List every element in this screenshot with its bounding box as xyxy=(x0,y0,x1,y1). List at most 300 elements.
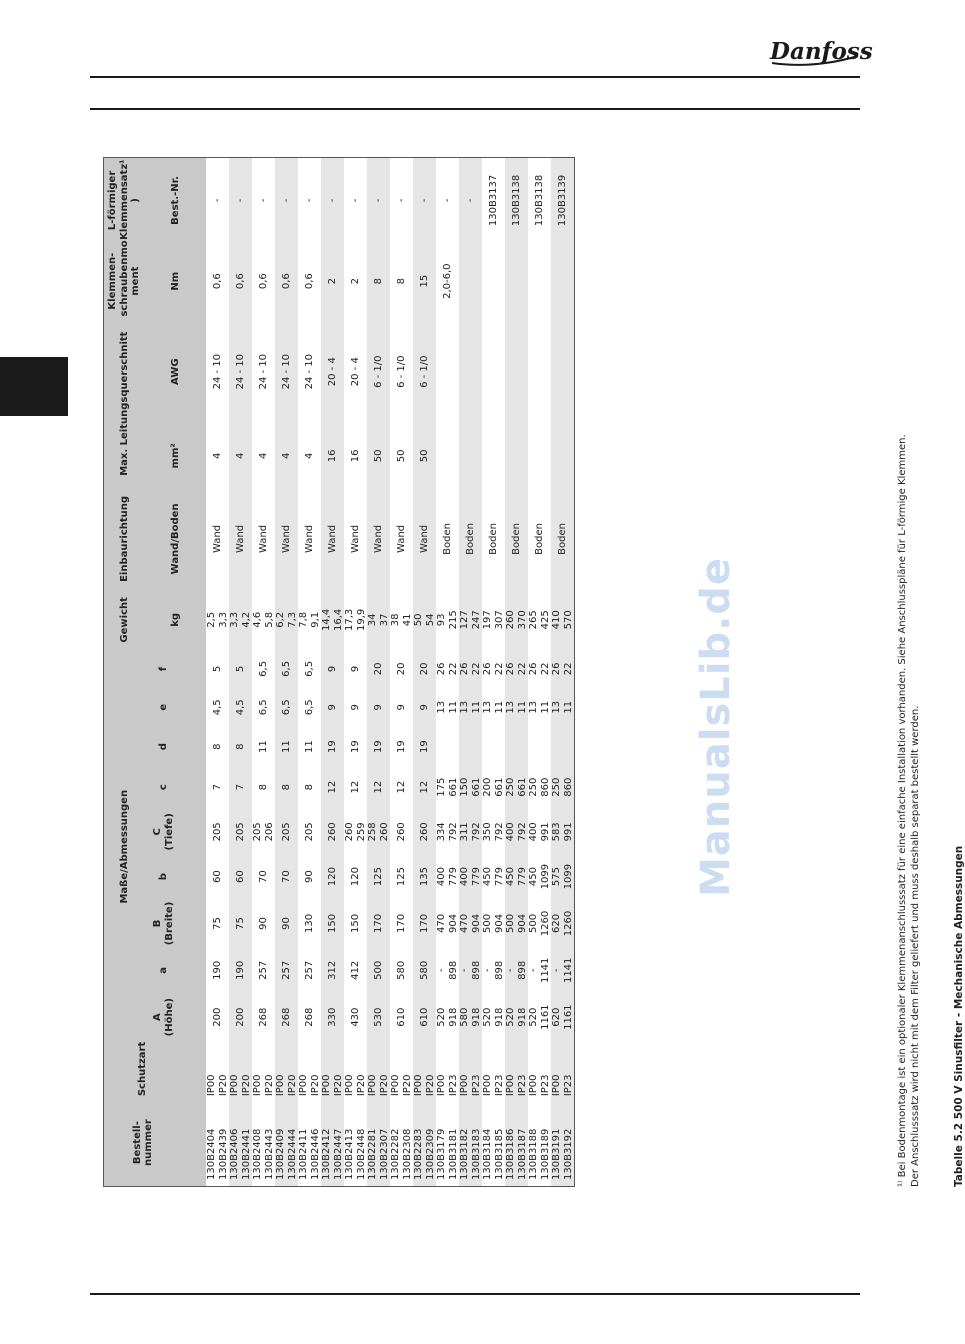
table-cell: 130B3186 xyxy=(505,1099,517,1186)
table-cell: 190 xyxy=(229,950,252,990)
table-cell: IP20 xyxy=(309,1074,321,1097)
table-cell: 500 xyxy=(528,913,539,933)
table-cell: 125 xyxy=(367,856,390,896)
table-cell: 1161 xyxy=(539,1004,551,1030)
table-cell: 6,2 xyxy=(275,590,287,650)
table-cell: 60 xyxy=(229,856,252,896)
table-cell: 500 xyxy=(505,897,517,950)
table-cell: 15 xyxy=(413,243,436,320)
table-cell: 130B2281 xyxy=(367,1099,379,1186)
table-cell: 22 xyxy=(447,662,459,676)
table-cell: 205 xyxy=(275,807,298,856)
table-cell: IP00 xyxy=(459,1044,471,1099)
footer-rule xyxy=(90,1293,860,1295)
table-cell: 205 xyxy=(229,807,252,856)
table-cell: 24 - 10 xyxy=(211,354,223,390)
table-row xyxy=(436,158,448,1187)
table-cell: 779 xyxy=(493,867,505,887)
table-cell: 307 xyxy=(493,610,505,630)
table-cell: 5 xyxy=(211,665,223,673)
table-cell: 779 xyxy=(447,867,459,887)
table-cell: 130B3179 xyxy=(436,1128,447,1180)
table-cell: IP20 xyxy=(287,1044,299,1099)
table-cell: 260 xyxy=(344,822,355,842)
table-cell: 130B2447 xyxy=(333,1099,345,1186)
table-cell: 130B2443 xyxy=(263,1128,275,1180)
table-cell: 610 xyxy=(395,1007,407,1027)
table-cell: 50 xyxy=(413,590,425,650)
table-cell: 26 xyxy=(505,650,517,688)
table-cell: 260 xyxy=(321,807,344,856)
table-cell: - xyxy=(436,968,447,973)
table-cell: 22 xyxy=(493,662,505,676)
table-cell: 661 xyxy=(517,767,529,807)
table-cell: 470 xyxy=(459,897,471,950)
table-cell: 130B2409 xyxy=(275,1099,287,1186)
table-cell: 11 xyxy=(563,688,575,726)
table-cell: 26 xyxy=(436,662,447,676)
table-cell: 197 xyxy=(482,610,493,630)
table-cell: 11 xyxy=(471,688,483,726)
table-cell xyxy=(505,424,528,488)
table-cell: 7 xyxy=(229,767,252,807)
table-cell: 1260 xyxy=(539,910,551,937)
table-cell xyxy=(482,243,505,320)
table-cell: 13 xyxy=(482,700,493,714)
table-cell xyxy=(528,243,551,320)
table-cell: 250 xyxy=(505,767,517,807)
col-header-dimensions: Maße/Abmessungen xyxy=(104,650,146,1044)
table-cell: 6 - 1/0 xyxy=(395,355,407,388)
table-cell: 570 xyxy=(563,590,575,650)
table-cell: IP23 xyxy=(563,1044,575,1099)
table-cell: 580 xyxy=(459,991,471,1044)
table-cell: IP00 xyxy=(367,1044,379,1099)
table-cell: Wand xyxy=(367,488,390,590)
table-cell: 130 xyxy=(303,913,315,933)
table-cell: Wand xyxy=(275,488,298,590)
logo-wordmark: Danfoss xyxy=(770,38,873,65)
table-cell: 792 xyxy=(517,807,529,856)
table-cell: 918 xyxy=(471,991,483,1044)
table-cell: 6 - 1/0 xyxy=(413,320,436,424)
table-cell: 6,5 xyxy=(257,699,269,716)
table-cell: - xyxy=(211,198,223,203)
table-cell: 8 xyxy=(257,783,269,791)
table-cell: 16,4 xyxy=(333,590,345,650)
table-cell: 2,0-6,0 xyxy=(441,263,453,299)
table-cell: 19 xyxy=(349,740,361,754)
table-cell: 24 - 10 xyxy=(229,320,252,424)
table-cell: - xyxy=(303,198,315,203)
table-cell: 12 xyxy=(413,767,436,807)
table-row xyxy=(413,158,425,1187)
table-cell: 400 xyxy=(505,807,517,856)
table-cell: 1099 xyxy=(563,856,575,896)
table-cell: 8 xyxy=(303,783,315,791)
table-cell: Wand xyxy=(395,524,407,553)
table-cell: 17,3 xyxy=(344,608,355,631)
table-cell: 9 xyxy=(349,704,361,711)
table-cell: 12 xyxy=(367,767,390,807)
table-cell: 430 xyxy=(349,1007,361,1027)
table-cell xyxy=(551,320,575,424)
table-cell: IP00 xyxy=(344,1074,355,1097)
table-cell: Wand xyxy=(349,524,361,553)
table-cell: 8 xyxy=(211,743,223,750)
table-row xyxy=(482,158,494,1187)
sine-filter-dimensions-table xyxy=(103,157,575,1187)
table-cell: 50 xyxy=(395,449,407,463)
table-cell: 20 xyxy=(413,650,436,688)
table-cell: 268 xyxy=(275,991,298,1044)
table-cell: 6,5 xyxy=(275,688,298,726)
table-cell: 26 xyxy=(482,662,493,676)
table-cell: IP00 xyxy=(298,1074,309,1097)
table-cell: 9 xyxy=(395,704,407,711)
table-cell: 38 xyxy=(390,613,401,627)
table-cell: Boden xyxy=(441,522,453,555)
table-cell: 583 xyxy=(551,807,563,856)
table-cell: 6,5 xyxy=(257,660,269,677)
table-cell: 4 xyxy=(229,424,252,488)
table-cell: 257 xyxy=(275,950,298,990)
table-cell: 4 xyxy=(257,452,269,460)
table-cell: IP00 xyxy=(551,1044,563,1099)
col-header-d: d xyxy=(145,726,182,766)
table-cell: 130B2446 xyxy=(309,1128,321,1180)
table-cell: 470 xyxy=(436,913,447,933)
table-cell: 250 xyxy=(551,767,563,807)
table-cell: 175 xyxy=(436,777,447,797)
table-cell xyxy=(551,726,575,766)
table-cell: - xyxy=(229,158,252,243)
table-cell: 257 xyxy=(257,960,269,980)
table-cell xyxy=(551,424,575,488)
table-cell: 904 xyxy=(517,897,529,950)
table-cell: 11 xyxy=(257,740,269,754)
col-header-B: B (Breite) xyxy=(145,897,182,950)
table-cell: 259 xyxy=(355,822,367,842)
table-cell: IP20 xyxy=(425,1044,437,1099)
table-row xyxy=(367,158,379,1187)
watermark: ManualsLib.de xyxy=(693,556,739,897)
table-cell: 311 xyxy=(459,807,471,856)
table-cell: 70 xyxy=(275,856,298,896)
footnotes xyxy=(897,157,922,1187)
table-cell: 130B2412 xyxy=(321,1099,333,1186)
table-cell: 8 xyxy=(275,767,298,807)
table-cell: 37 xyxy=(379,590,391,650)
table-cell: 9 xyxy=(321,650,344,688)
table-row xyxy=(459,158,471,1187)
table-cell: Boden xyxy=(505,488,528,590)
table-cell: 4,5 xyxy=(211,699,223,716)
table-cell: - xyxy=(482,968,493,973)
col-header-best-nr: Best.-Nr. xyxy=(145,158,206,243)
table-cell: 130B2448 xyxy=(355,1128,367,1180)
table-cell: 918 xyxy=(517,991,529,1044)
table-cell xyxy=(505,320,528,424)
table-row xyxy=(551,158,563,1187)
table-cell: 13 xyxy=(459,688,471,726)
table-cell: 190 xyxy=(211,960,223,980)
header-rule-top xyxy=(90,76,860,78)
table-cell: IP00 xyxy=(413,1044,425,1099)
col-header-a: a xyxy=(145,950,182,990)
table-row xyxy=(229,158,241,1187)
table-cell: 9 xyxy=(349,665,361,673)
table-cell: 1260 xyxy=(563,897,575,950)
table-cell: 170 xyxy=(395,913,407,933)
table-cell: 860 xyxy=(539,777,551,797)
table-cell: 904 xyxy=(493,913,505,933)
table-cell: 580 xyxy=(413,950,436,990)
footnote-line: ¹⁾ Bei Bodenmontage ist ein optionaler Klemmenanschlusssatz für eine einfache Installation vorhanden. Siehe Anschlusspläne für L-förmige Klemmen. xyxy=(897,434,908,1187)
table-cell: 125 xyxy=(395,867,407,887)
table-cell: 1099 xyxy=(539,863,551,890)
table-cell: 4 xyxy=(275,424,298,488)
table-cell: 450 xyxy=(528,867,539,887)
table-cell: 520 xyxy=(528,1007,539,1027)
table-cell: 425 xyxy=(539,610,551,630)
table-cell: 330 xyxy=(321,991,344,1044)
table-cell: 918 xyxy=(493,1007,505,1027)
table-cell: 4 xyxy=(211,452,223,460)
table-cell xyxy=(482,726,505,766)
table-cell: 205 xyxy=(252,822,263,842)
col-header-c: c xyxy=(145,767,182,807)
table-body xyxy=(206,158,575,1187)
table-cell: 3,3 xyxy=(217,611,229,628)
table-cell xyxy=(482,424,505,488)
table-cell xyxy=(482,320,505,424)
table-cell: 6,5 xyxy=(275,650,298,688)
table-cell: 12 xyxy=(395,780,407,794)
table-cell: 898 xyxy=(447,960,459,980)
table-cell: 200 xyxy=(482,777,493,797)
table-cell: 410 xyxy=(551,590,563,650)
table-cell: 11 xyxy=(303,740,315,754)
table-cell: 75 xyxy=(211,917,223,930)
table-cell xyxy=(459,726,482,766)
table-cell: 268 xyxy=(303,1007,315,1027)
table-cell: 130B3191 xyxy=(551,1099,563,1186)
table-cell: 93 xyxy=(436,613,447,627)
table-cell xyxy=(436,424,459,488)
table-cell: 520 xyxy=(436,1007,447,1027)
table-cell: 50 xyxy=(413,424,436,488)
table-cell: Boden xyxy=(459,488,482,590)
table-cell: 260 xyxy=(413,807,436,856)
table-cell: 13 xyxy=(436,700,447,714)
col-header-order-number: Bestell- nummer xyxy=(104,1099,183,1186)
table-cell: 257 xyxy=(303,960,315,980)
col-header-cable-cross-section: Max. Leitungsquerschnitt xyxy=(104,320,146,488)
table-cell: 898 xyxy=(471,950,483,990)
table-cell: 6,5 xyxy=(303,660,315,677)
table-cell: IP00 xyxy=(206,1074,217,1097)
table-cell: 334 xyxy=(436,822,447,842)
table-cell: IP00 xyxy=(390,1074,401,1097)
table-cell xyxy=(436,726,459,766)
table-cell: 130B3183 xyxy=(471,1099,483,1186)
table-cell: IP23 xyxy=(447,1074,459,1097)
table-cell: 26 xyxy=(459,650,471,688)
table-cell xyxy=(436,320,459,424)
table-cell: 520 xyxy=(482,1007,493,1027)
table-cell: 260 xyxy=(379,807,391,856)
table-cell: 130B2406 xyxy=(229,1099,241,1186)
table-cell: 26 xyxy=(528,662,539,676)
table-cell: 620 xyxy=(551,991,563,1044)
table-cell: IP00 xyxy=(229,1044,241,1099)
col-header-C: C (Tiefe) xyxy=(145,807,182,856)
table-cell: 130B2283 xyxy=(413,1099,425,1186)
table-cell: 54 xyxy=(425,590,437,650)
table-cell xyxy=(505,726,528,766)
table-cell: 1141 xyxy=(563,950,575,990)
table-cell: 16 xyxy=(349,449,361,463)
table-cell: 70 xyxy=(257,870,269,883)
footnote-line: Der Anschlusssatz wird nicht mit dem Filter geliefert und muss deshalb separat bestellt werden. xyxy=(909,705,921,1187)
table-cell: 130B3138 xyxy=(505,158,528,243)
table-cell: Wand xyxy=(257,524,269,553)
table-row xyxy=(275,158,287,1187)
rotated-table-block xyxy=(103,147,965,1187)
table-cell: - xyxy=(441,198,453,203)
table-cell: 12 xyxy=(321,767,344,807)
table-cell: IP23 xyxy=(517,1044,529,1099)
table-cell: 130B3189 xyxy=(539,1128,551,1180)
table-cell: Wand xyxy=(211,524,223,553)
table-cell: 90 xyxy=(303,870,315,883)
table-cell: 130B2441 xyxy=(241,1099,253,1186)
table-cell: 792 xyxy=(471,807,483,856)
table-cell: 0,6 xyxy=(303,273,315,290)
table-cell: IP00 xyxy=(436,1074,447,1097)
table-cell: 520 xyxy=(505,991,517,1044)
table-row xyxy=(528,158,540,1187)
table-cell: IP20 xyxy=(333,1044,345,1099)
table-cell: 20 xyxy=(395,662,407,676)
table-cell: 9 xyxy=(321,688,344,726)
table-cell: 4,5 xyxy=(229,688,252,726)
table-cell: 9,1 xyxy=(309,611,321,628)
table-cell: 3,3 xyxy=(229,590,241,650)
table-cell: 130B3181 xyxy=(447,1128,459,1180)
table-cell: 8 xyxy=(367,243,390,320)
table-cell xyxy=(459,424,482,488)
col-header-enclosure: Schutzart xyxy=(104,1044,183,1099)
table-cell: Boden xyxy=(551,488,575,590)
table-cell: 205 xyxy=(211,822,223,842)
table-cell: 205 xyxy=(303,822,315,842)
col-header-l-terminal-kit: L-förmiger Klemmensatz¹ ) xyxy=(104,158,146,243)
table-cell: 11 xyxy=(447,700,459,714)
table-cell: IP00 xyxy=(505,1044,517,1099)
table-cell xyxy=(505,243,528,320)
table-cell: 75 xyxy=(229,897,252,950)
table-cell: - xyxy=(459,158,482,243)
chapter-tab xyxy=(0,357,68,416)
table-cell: 19 xyxy=(413,726,436,766)
table-cell: 260 xyxy=(395,822,407,842)
table-cell: 450 xyxy=(482,867,493,887)
table-cell: 20 - 4 xyxy=(349,357,361,387)
table-cell: 130B2308 xyxy=(401,1128,413,1180)
table-row xyxy=(505,158,517,1187)
table-cell: 400 xyxy=(436,867,447,887)
table-cell: 4,2 xyxy=(241,590,253,650)
table-cell: 247 xyxy=(471,590,483,650)
table-cell: 2,5 xyxy=(206,611,217,628)
table-cell: 130B3138 xyxy=(533,174,545,227)
table-cell: 904 xyxy=(447,913,459,933)
col-header-kg: kg xyxy=(145,590,206,650)
table-cell xyxy=(528,320,551,424)
table-cell: 60 xyxy=(211,870,223,883)
table-cell: 19 xyxy=(321,726,344,766)
table-cell: IP00 xyxy=(252,1074,263,1097)
table-cell: - xyxy=(528,968,539,973)
col-header-terminal-torque: Klemmen- schraubenmo ment xyxy=(104,243,146,320)
table-cell: 200 xyxy=(229,991,252,1044)
table-cell: 14,4 xyxy=(321,590,333,650)
table-cell: 661 xyxy=(447,777,459,797)
table-cell: 1161 xyxy=(563,991,575,1044)
table-row xyxy=(344,158,356,1187)
table-cell: 792 xyxy=(493,822,505,842)
table-cell: 400 xyxy=(459,856,471,896)
table-cell: Boden xyxy=(533,522,545,555)
col-header-awg: AWG xyxy=(145,320,206,424)
table-cell: - xyxy=(395,198,407,203)
table-cell: 9 xyxy=(367,688,390,726)
table-cell: IP00 xyxy=(321,1044,333,1099)
col-header-nm: Nm xyxy=(145,243,206,320)
table-cell: 1141 xyxy=(539,957,551,984)
table-cell: 120 xyxy=(321,856,344,896)
table-cell: 90 xyxy=(275,897,298,950)
table-cell: 16 xyxy=(321,424,344,488)
table-cell: - xyxy=(349,198,361,203)
table-cell: 12 xyxy=(349,780,361,794)
table-cell: 4,6 xyxy=(252,611,263,628)
table-cell: 898 xyxy=(493,960,505,980)
table-cell: 150 xyxy=(349,913,361,933)
table-cell: - xyxy=(275,158,298,243)
table-cell: 130B2309 xyxy=(425,1099,437,1186)
table-cell: 24 - 10 xyxy=(303,354,315,390)
table-cell: 22 xyxy=(563,650,575,688)
table-cell: 400 xyxy=(528,822,539,842)
table-cell: 5,8 xyxy=(263,611,275,628)
table-cell: 206 xyxy=(263,822,275,842)
table-cell: 50 xyxy=(367,424,390,488)
col-header-mm2: mm² xyxy=(145,424,206,488)
table-cell: 13 xyxy=(551,688,563,726)
table-cell: 130B2404 xyxy=(206,1128,217,1180)
table-cell: - xyxy=(413,158,436,243)
table-cell: - xyxy=(257,198,269,203)
table-cell: 500 xyxy=(367,950,390,990)
table-cell: 150 xyxy=(321,897,344,950)
table-cell: 779 xyxy=(471,856,483,896)
table-cell: IP20 xyxy=(401,1074,413,1097)
table-cell: 22 xyxy=(539,662,551,676)
table-cell: 26 xyxy=(551,650,563,688)
